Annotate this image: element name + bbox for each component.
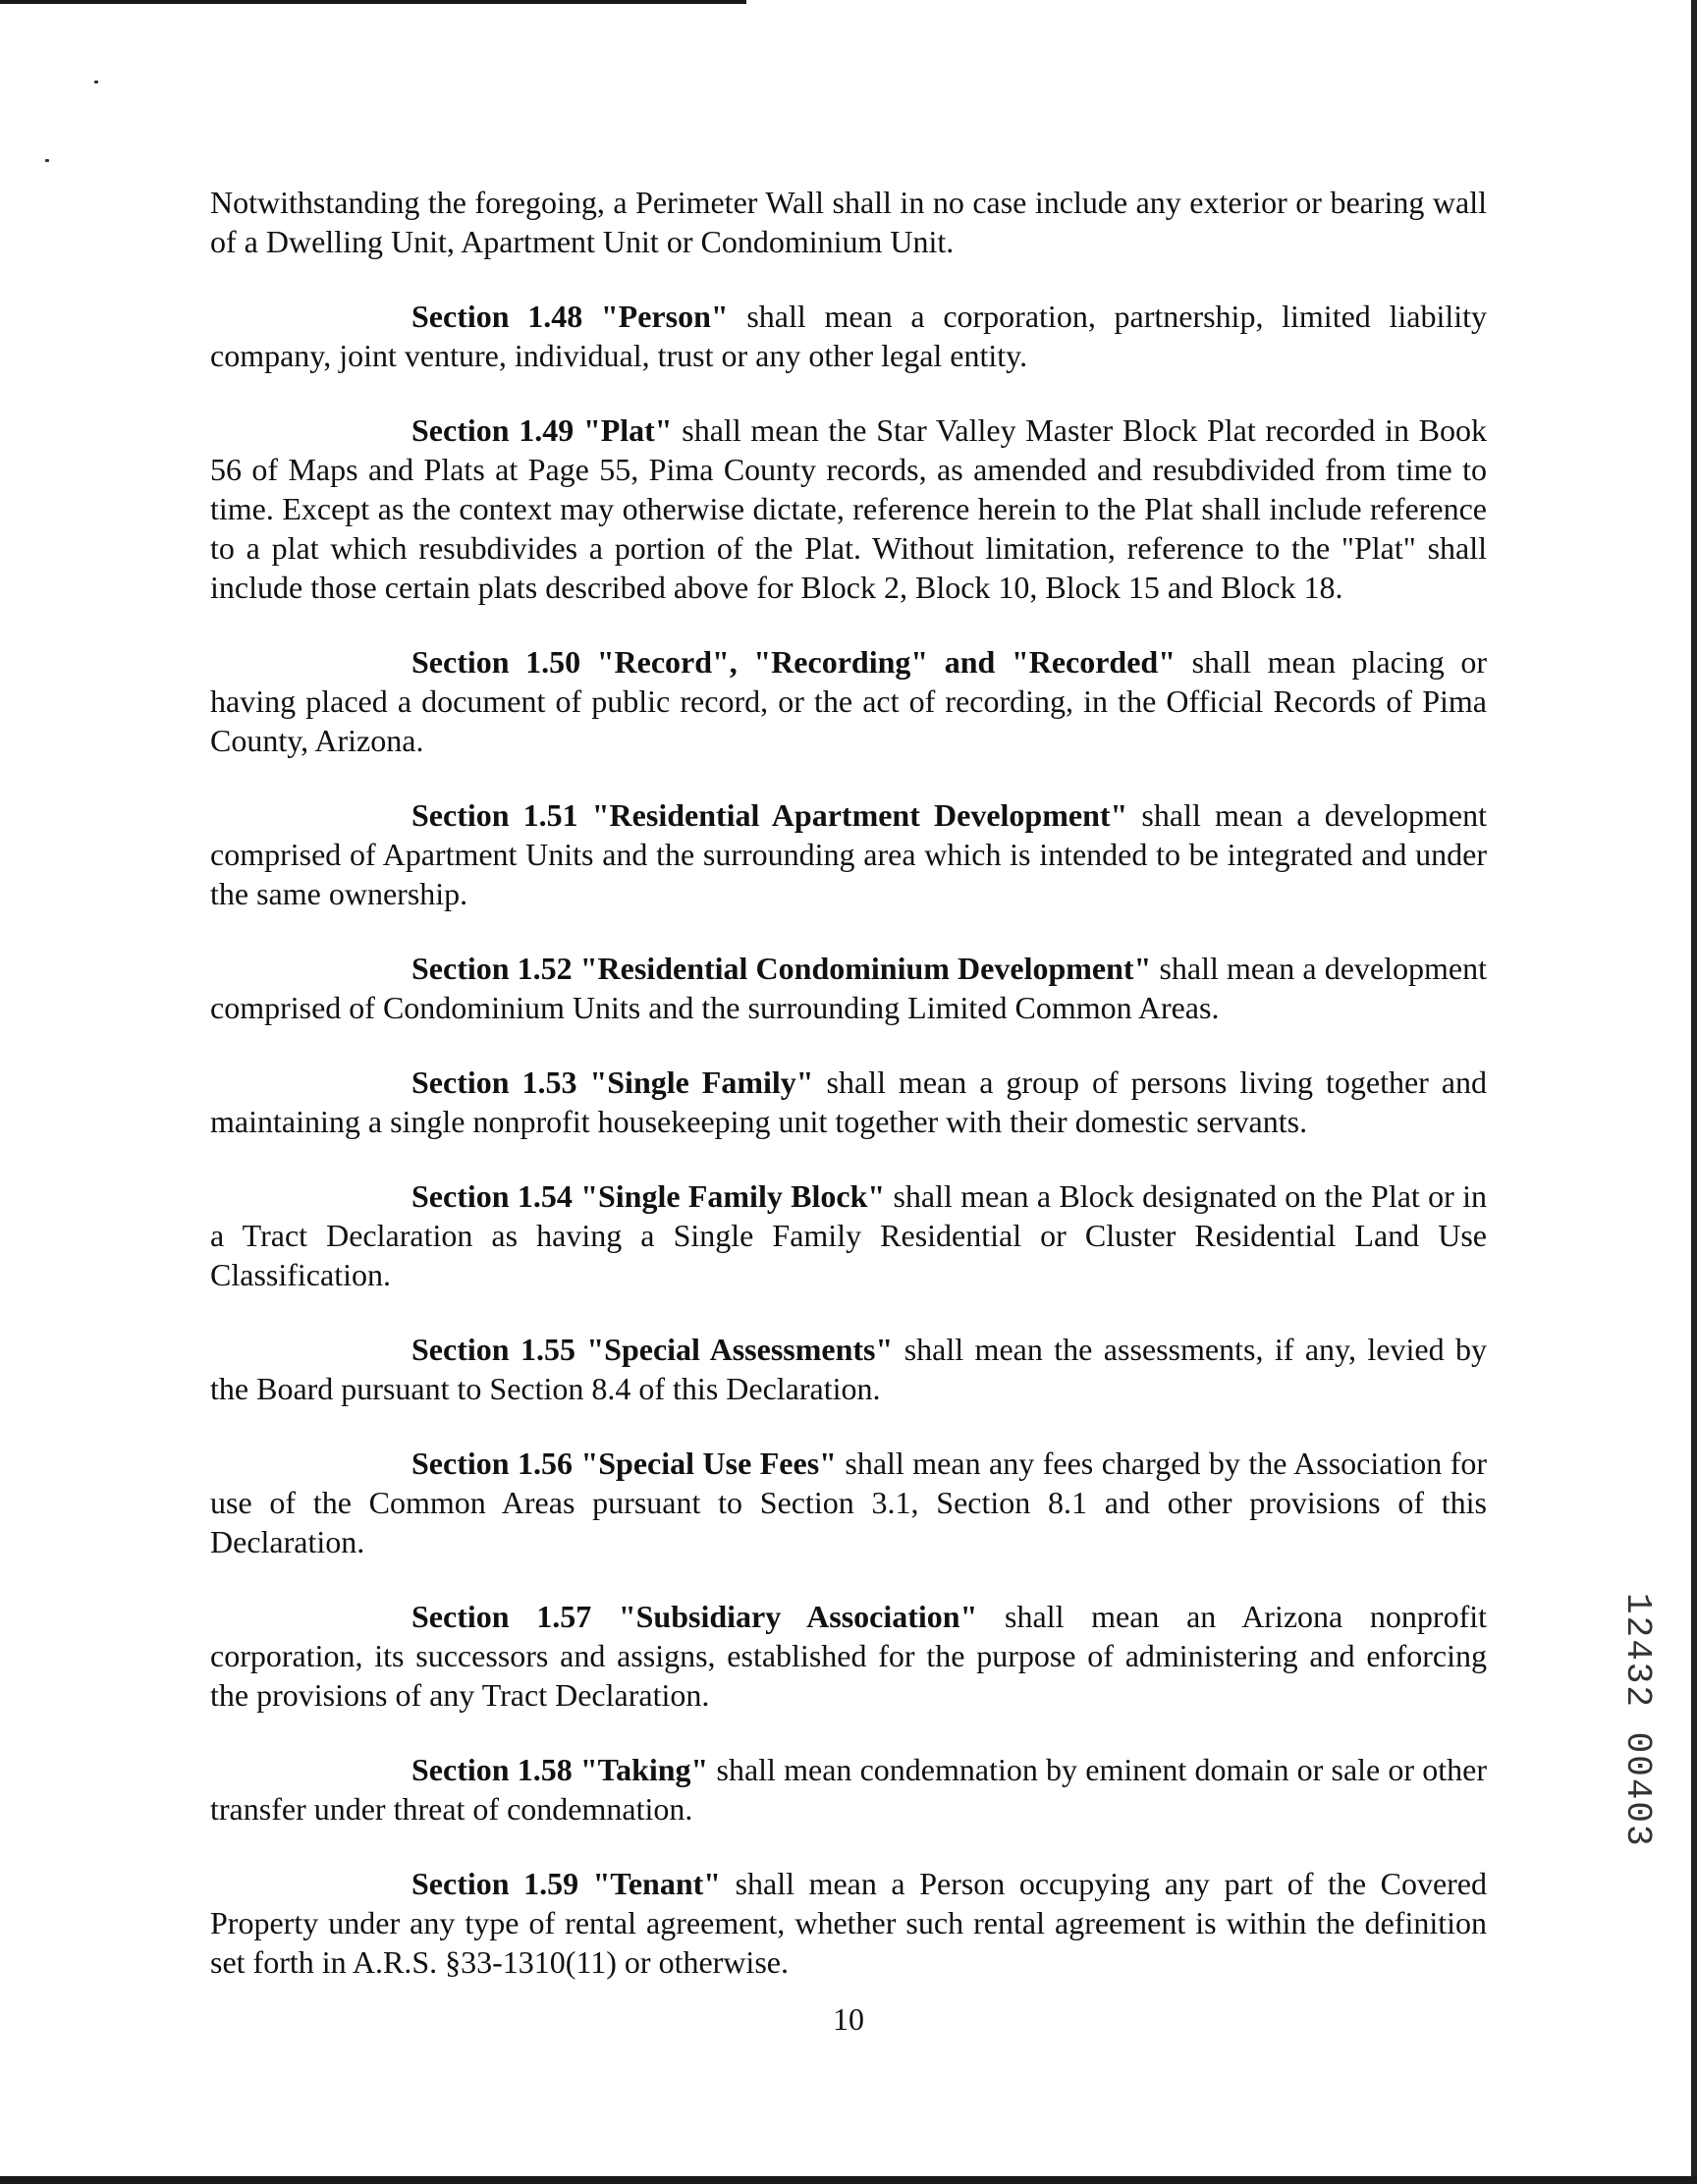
top-scan-edge <box>0 0 746 4</box>
intro-paragraph: Notwithstanding the foregoing, a Perimeter Wall shall in no case include any exterior or bearing wall of a Dwelling Unit, Apartment Unit or Condominium Unit. <box>210 185 1487 259</box>
section-text: shall mean placing or having placed a document of public record, or the act of recording, in the Official Records of Pima County, Arizona. <box>210 644 1488 758</box>
section-heading: Section 1.54 "Single Family Block" <box>411 1178 886 1214</box>
document-body <box>210 183 1487 2017</box>
section-text: shall mean a development comprised of Condominium Units and the surrounding Limited Common Areas. <box>210 951 1487 1025</box>
section-1-55 <box>210 1330 1487 1408</box>
scan-speck <box>94 81 98 83</box>
scan-speck <box>45 159 49 162</box>
section-heading: Section 1.57 "Subsidiary Association" <box>411 1599 978 1634</box>
right-scan-edge <box>1691 0 1697 2184</box>
page-number: 10 <box>833 2001 864 2037</box>
section-heading: Section 1.50 "Record", "Recording" and "Recorded" <box>411 644 1176 680</box>
bottom-scan-edge <box>0 2176 1697 2184</box>
section-1-50 <box>210 642 1487 760</box>
section-heading: Section 1.58 "Taking" <box>411 1752 709 1787</box>
section-1-48 <box>210 297 1487 375</box>
section-text: shall mean a group of persons living together and maintaining a single nonprofit housekeeping unit together with their domestic servants. <box>210 1065 1487 1139</box>
section-text: shall mean an Arizona nonprofit corporation, its successors and assigns, established for the purpose of administering and enforcing the provisions of any Tract Declaration. <box>210 1599 1488 1713</box>
margin-stamp-text: 12432 00403 <box>1617 1593 1658 1848</box>
section-text: shall mean the assessments, if any, levied by the Board pursuant to Section 8.4 of this Declaration. <box>210 1332 1488 1406</box>
section-text: shall mean condemnation by eminent domain or sale or other transfer under threat of condemnation. <box>210 1752 1488 1827</box>
section-text: shall mean a corporation, partnership, limited liability company, joint venture, individual, trust or any other legal entity. <box>210 299 1488 373</box>
section-text: shall mean the Star Valley Master Block Plat recorded in Book 56 of Maps and Plats at Page 55, Pima County records, as amended and resubdivided from time to time. Except as the context may otherwise dictate, reference herein to the Plat shall include reference to a plat which resubdivides a portion of the Plat. Without limitation, reference to the "Plat" shall include those certain plats described above for Block 2, Block 10, Block 15 and Block 18. <box>210 412 1488 605</box>
section-heading: Section 1.49 "Plat" <box>411 412 673 448</box>
section-1-59 <box>210 1864 1487 1982</box>
section-1-58 <box>210 1750 1487 1829</box>
section-text: shall mean any fees charged by the Association for use of the Common Areas pursuant to Section 3.1, Section 8.1 and other provisions of this Declaration. <box>210 1446 1487 1559</box>
section-text: shall mean a development comprised of Apartment Units and the surrounding area which is intended to be integrated and under the same ownership. <box>210 797 1488 911</box>
section-heading: Section 1.55 "Special Assessments" <box>411 1332 894 1367</box>
section-1-52 <box>210 949 1487 1027</box>
section-heading: Section 1.53 "Single Family" <box>411 1065 814 1100</box>
section-heading: Section 1.48 "Person" <box>411 299 729 334</box>
section-text: shall mean a Person occupying any part of the Covered Property under any type of rental agreement, whether such rental agreement is within the definition set forth in A.R.S. §33-1310(11) or otherwise. <box>210 1866 1488 1980</box>
section-heading: Section 1.56 "Special Use Fees" <box>411 1446 837 1481</box>
section-1-57 <box>210 1597 1487 1715</box>
section-1-56 <box>210 1444 1487 1561</box>
section-1-49 <box>210 410 1487 607</box>
section-text: shall mean a Block designated on the Plat or in a Tract Declaration as having a Single Family Residential or Cluster Residential Land Use Classification. <box>210 1178 1487 1292</box>
section-1-53 <box>210 1063 1487 1141</box>
section-1-54 <box>210 1176 1487 1294</box>
section-1-51 <box>210 795 1487 913</box>
section-heading: Section 1.51 "Residential Apartment Development" <box>411 797 1128 833</box>
margin-stamp <box>1615 1593 1673 1858</box>
section-heading: Section 1.52 "Residential Condominium Development" <box>411 951 1152 986</box>
section-heading: Section 1.59 "Tenant" <box>411 1866 722 1901</box>
